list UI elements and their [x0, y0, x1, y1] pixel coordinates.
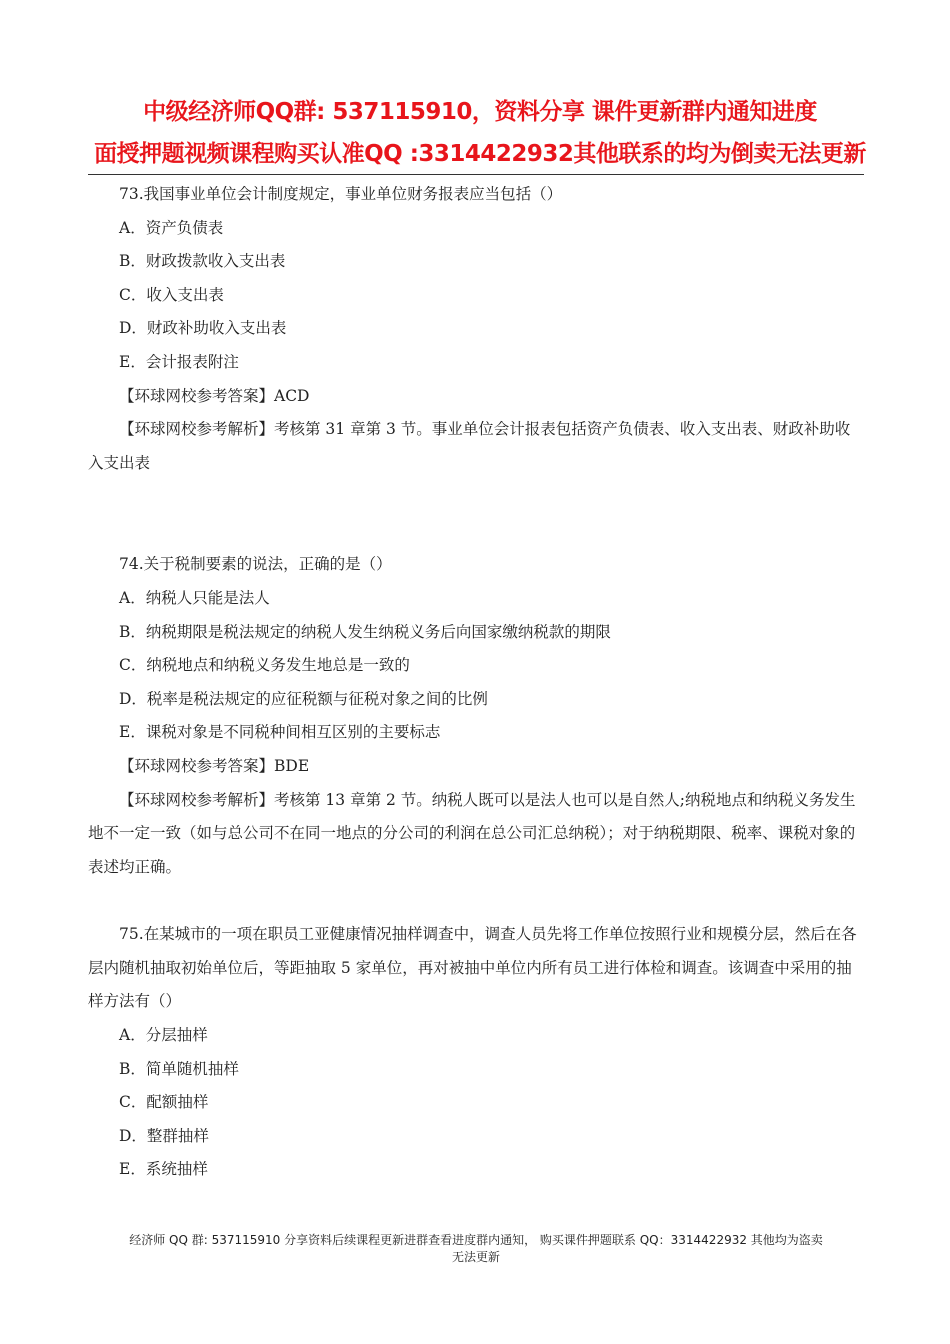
- header-divider: [88, 174, 864, 175]
- option-a: A．资产负债表: [119, 218, 224, 237]
- option-d: D．整群抽样: [119, 1126, 209, 1145]
- option-d: D．税率是税法规定的应征税额与征税对象之间的比例: [119, 689, 488, 708]
- option-e: E．会计报表附注: [119, 352, 239, 371]
- option-a: A．分层抽样: [119, 1026, 208, 1045]
- option-b: B．纳税期限是税法规定的纳税人发生纳税义务后向国家缴纳税款的期限: [119, 622, 611, 641]
- answer: 【环球网校参考答案】BDE: [119, 756, 310, 775]
- header-line-1: 中级经济师QQ群: 537115910，资料分享 课件更新群内通知进度: [143, 99, 817, 125]
- option-b: B．财政拨款收入支出表: [119, 252, 286, 271]
- question-75: [88, 918, 864, 1187]
- option-e: E．课税对象是不同税种间相互区别的主要标志: [119, 723, 441, 742]
- question-74: [88, 548, 864, 884]
- option-d: D．财政补助收入支出表: [119, 319, 287, 338]
- question-73: [88, 178, 864, 480]
- option-c: C．纳税地点和纳税义务发生地总是一致的: [119, 656, 410, 675]
- option-c: C．配额抽样: [119, 1093, 209, 1112]
- footer-line-1: 经济师 QQ 群: 537115910 分享资料后续课程更新进群查看进度群内通知， 购买课件押题联系 QQ：3314422932 其他均为盗卖: [129, 1233, 823, 1247]
- document-body: [88, 178, 864, 1187]
- answer: 【环球网校参考答案】ACD: [119, 386, 310, 405]
- question-stem: 74.关于税制要素的说法，正确的是（）: [119, 555, 392, 574]
- question-stem: 73.我国事业单位会计制度规定，事业单位财务报表应当包括（）: [119, 185, 563, 203]
- page-footer: [88, 1232, 864, 1266]
- footer-line-2: 无法更新: [451, 1250, 500, 1264]
- option-c: C．收入支出表: [119, 285, 224, 304]
- spacer: [88, 480, 864, 548]
- option-b: B．简单随机抽样: [119, 1059, 239, 1078]
- option-e: E．系统抽样: [119, 1160, 208, 1179]
- question-stem: 75.在某城市的一项在职员工亚健康情况抽样调查中，调查人员先将工作单位按照行业和规模分层，然后在各层内随机抽取初始单位后，等距抽取 5 家单位，再对被抽中单位内所有员工进行体检和调查。该调查中采用的抽样方法有（）: [88, 925, 857, 1011]
- option-a: A．纳税人只能是法人: [119, 588, 270, 607]
- analysis: 【环球网校参考解析】考核第 31 章第 3 节。事业单位会计报表包括资产负债表、收入支出表、财政补助收入支出表: [88, 420, 851, 472]
- header-line-2: 面授押题视频课程购买认准QQ :3314422932其他联系的均为倒卖无法更新: [94, 141, 866, 167]
- analysis: 【环球网校参考解析】考核第 13 章第 2 节。纳税人既可以是法人也可以是自然人;纳税地点和纳税义务发生地不一定一致（如与总公司不在同一地点的分公司的利润在总公司汇总纳税）；对于纳税期限、税率、课税对象的表述均正确。: [88, 790, 856, 876]
- spacer: [88, 884, 864, 918]
